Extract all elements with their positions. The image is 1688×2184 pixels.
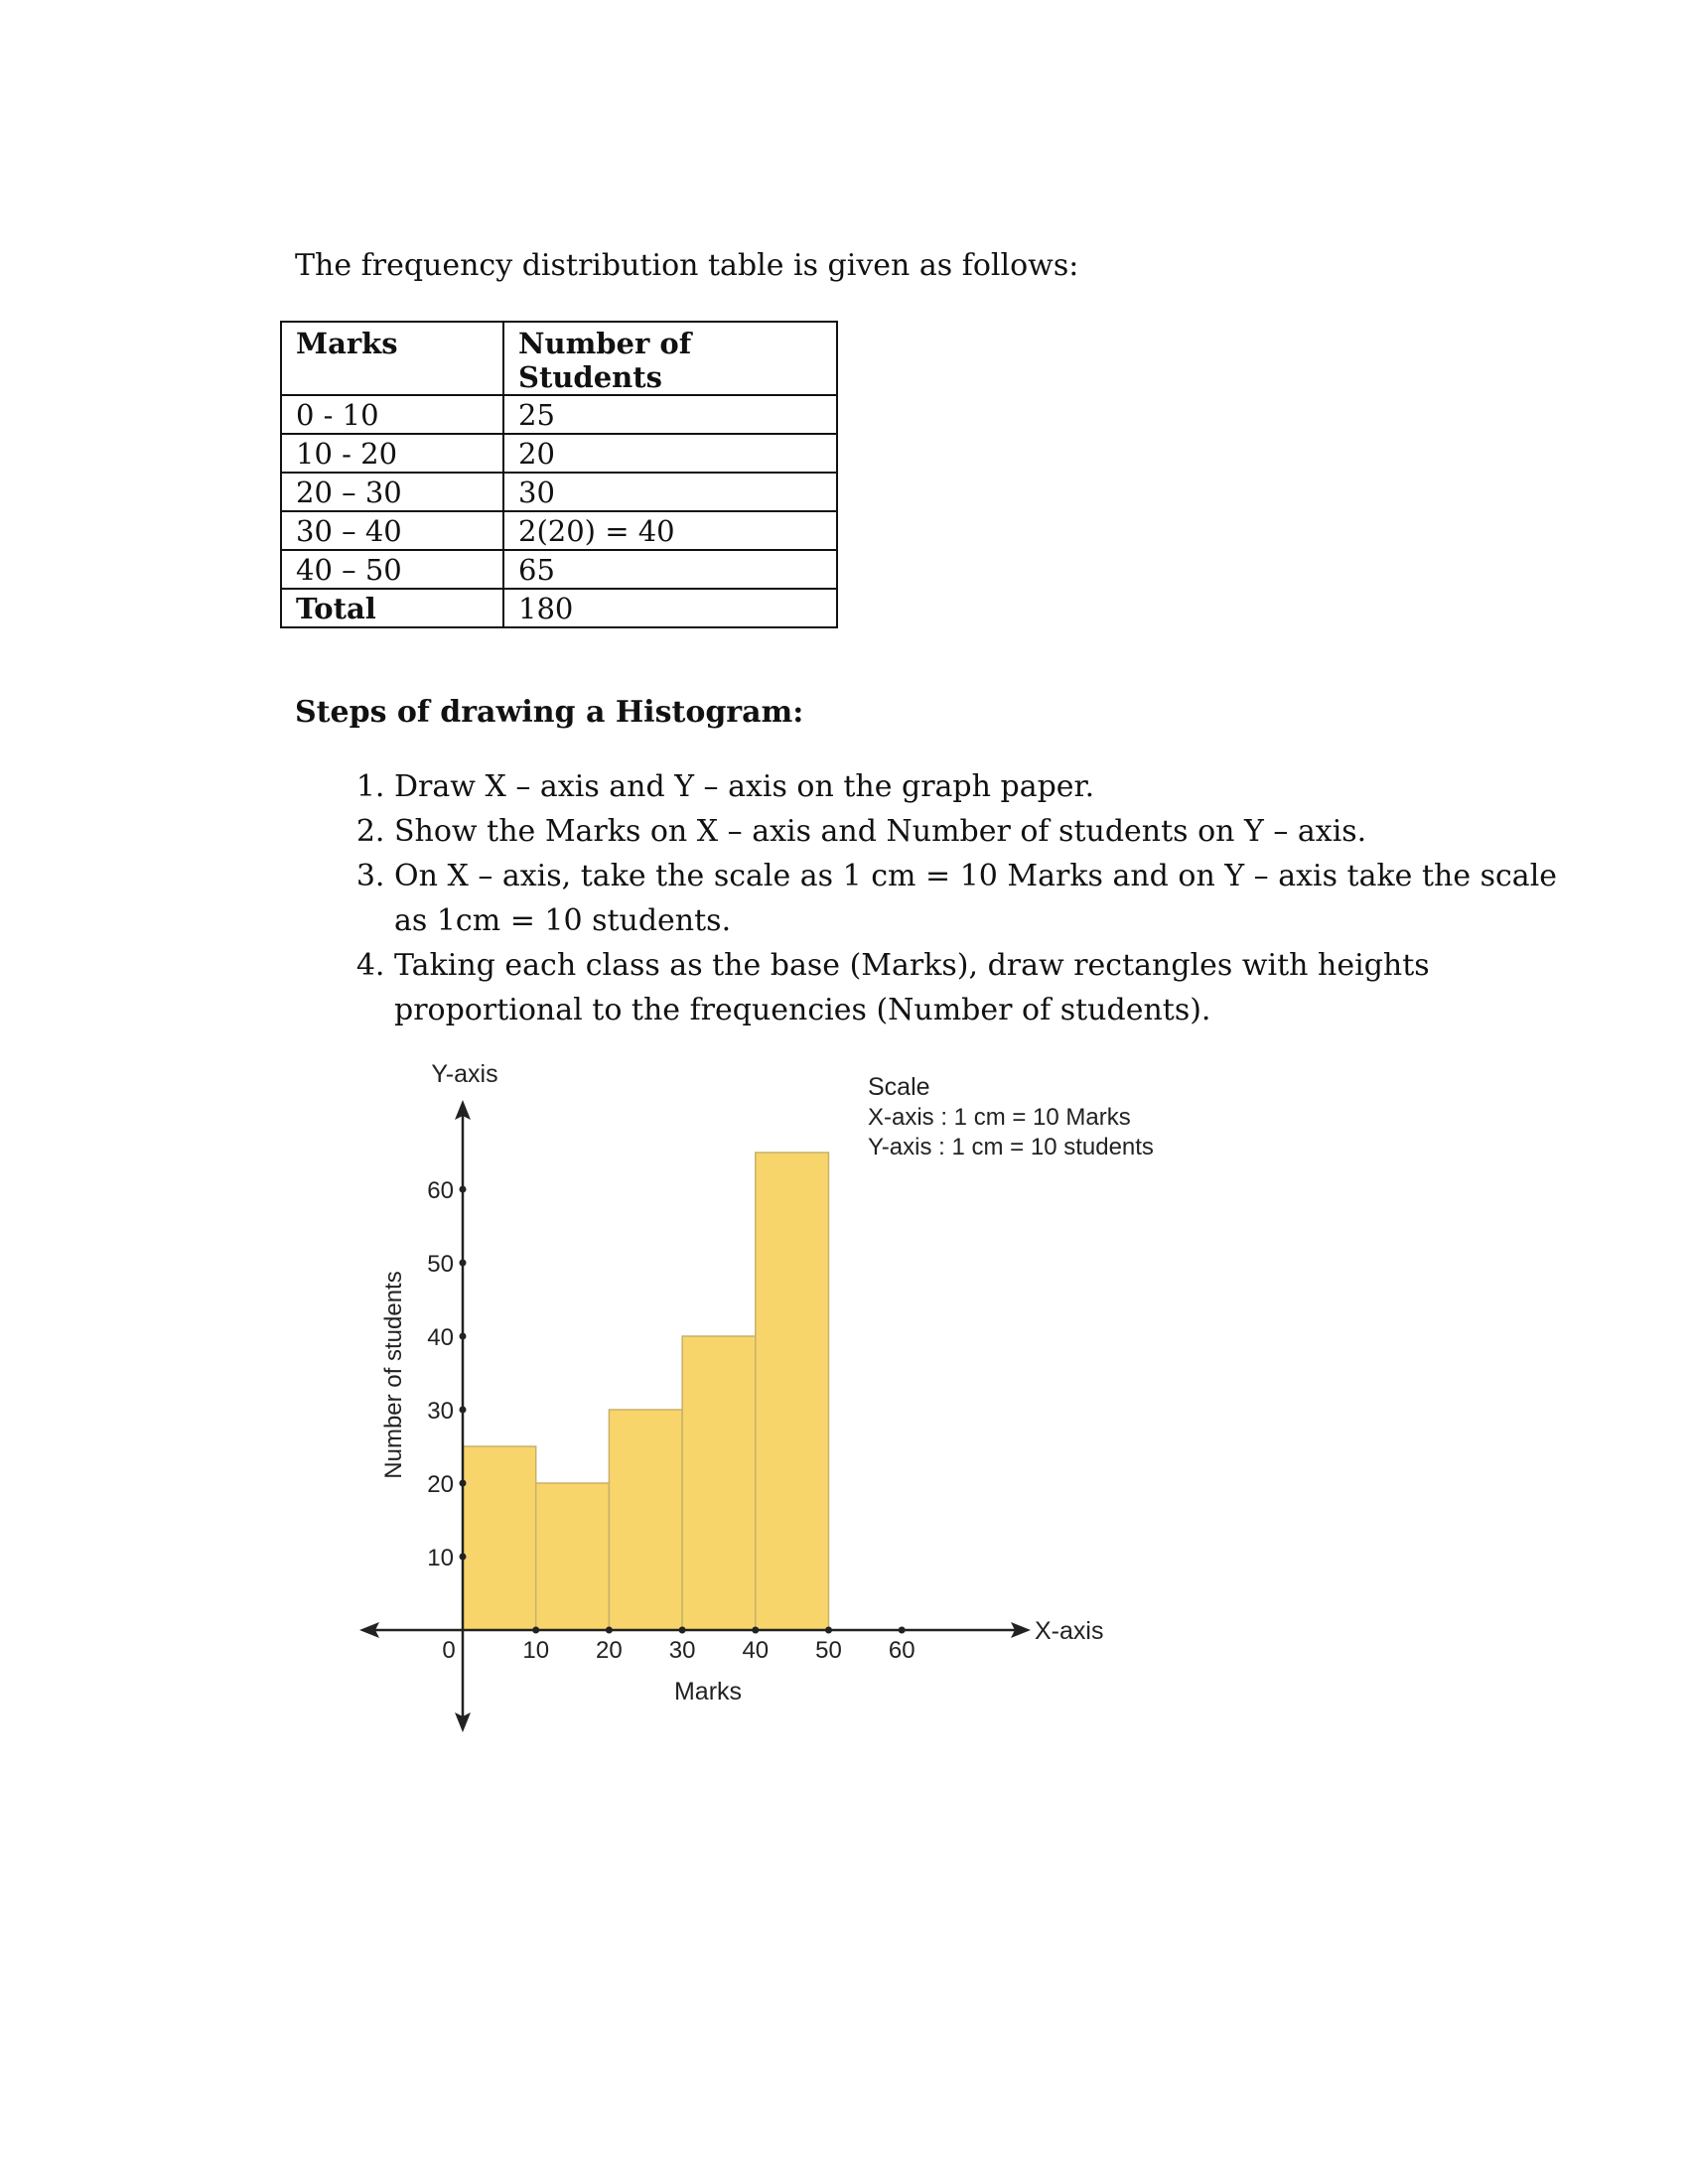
y-tick-label: 50: [427, 1251, 454, 1278]
step-item: 3. On X – axis, take the scale as 1 cm = 10 Marks and on Y – axis take the scale as 1cm = 10 students.: [394, 854, 1586, 943]
x-axis-label: Marks: [673, 1678, 743, 1706]
table-header-marks: Marks: [281, 322, 503, 395]
y-tick-label: 60: [427, 1177, 454, 1204]
x-tick-label: 20: [596, 1637, 623, 1664]
steps-heading: Steps of drawing a Histogram:: [295, 695, 804, 730]
origin-label: 0: [442, 1637, 456, 1664]
table-cell-marks: 20 – 30: [281, 473, 503, 511]
x-axis-name: X-axis: [1035, 1617, 1104, 1645]
x-tick-label: 30: [668, 1637, 696, 1664]
y-tick-mark: [460, 1407, 467, 1414]
table-cell-students: 25: [503, 395, 837, 434]
scale-note-title: Scale: [868, 1073, 930, 1101]
y-tick-label: 10: [427, 1545, 454, 1571]
table-cell-students: 2(20) = 40: [503, 511, 837, 550]
table-cell-marks: 0 - 10: [281, 395, 503, 434]
x-tick-mark: [752, 1627, 759, 1634]
x-tick-label: 40: [742, 1637, 770, 1664]
step-item: 1. Draw X – axis and Y – axis on the graph paper.: [394, 764, 1586, 809]
table-cell-students: 30: [503, 473, 837, 511]
y-tick-label: 40: [427, 1324, 454, 1351]
x-tick-mark: [606, 1627, 613, 1634]
y-tick-mark: [460, 1333, 467, 1340]
step-item: 2. Show the Marks on X – axis and Number of students on Y – axis.: [394, 809, 1586, 854]
histogram-bar: [756, 1153, 829, 1630]
x-tick-mark: [532, 1627, 539, 1634]
y-axis-label: Number of students: [380, 1271, 407, 1479]
y-tick-label: 20: [427, 1471, 454, 1498]
intro-text: The frequency distribution table is given as follows:: [295, 248, 1079, 283]
table-cell-marks: 30 – 40: [281, 511, 503, 550]
table-cell-marks: 10 - 20: [281, 434, 503, 473]
scale-note-x: X-axis : 1 cm = 10 Marks: [868, 1104, 1131, 1131]
histogram-bar: [609, 1410, 682, 1630]
x-tick-label: 50: [815, 1637, 842, 1664]
histogram-bar: [682, 1336, 756, 1630]
scale-note-y: Y-axis : 1 cm = 10 students: [868, 1134, 1154, 1160]
table-cell-marks: 40 – 50: [281, 550, 503, 589]
x-tick-mark: [679, 1627, 686, 1634]
table-total-value: 180: [503, 589, 837, 627]
histogram-bar: [536, 1483, 610, 1630]
y-tick-mark: [460, 1260, 467, 1267]
y-axis-name: Y-axis: [431, 1060, 498, 1088]
y-tick-label: 30: [427, 1398, 454, 1425]
table-header-students: Number of Students: [503, 322, 837, 395]
table-cell-students: 65: [503, 550, 837, 589]
y-tick-mark: [460, 1554, 467, 1561]
x-tick-label: 60: [888, 1637, 915, 1664]
table-cell-students: 20: [503, 434, 837, 473]
table-total-label: Total: [281, 589, 503, 627]
x-tick-label: 10: [522, 1637, 550, 1664]
y-tick-mark: [460, 1480, 467, 1487]
x-tick-mark: [899, 1627, 906, 1634]
x-tick-mark: [825, 1627, 832, 1634]
step-item: 4. Taking each class as the base (Marks), draw rectangles with heights proportional to the frequencies (Number of students).: [394, 943, 1586, 1032]
y-tick-mark: [460, 1186, 467, 1193]
histogram-bar: [463, 1446, 536, 1630]
